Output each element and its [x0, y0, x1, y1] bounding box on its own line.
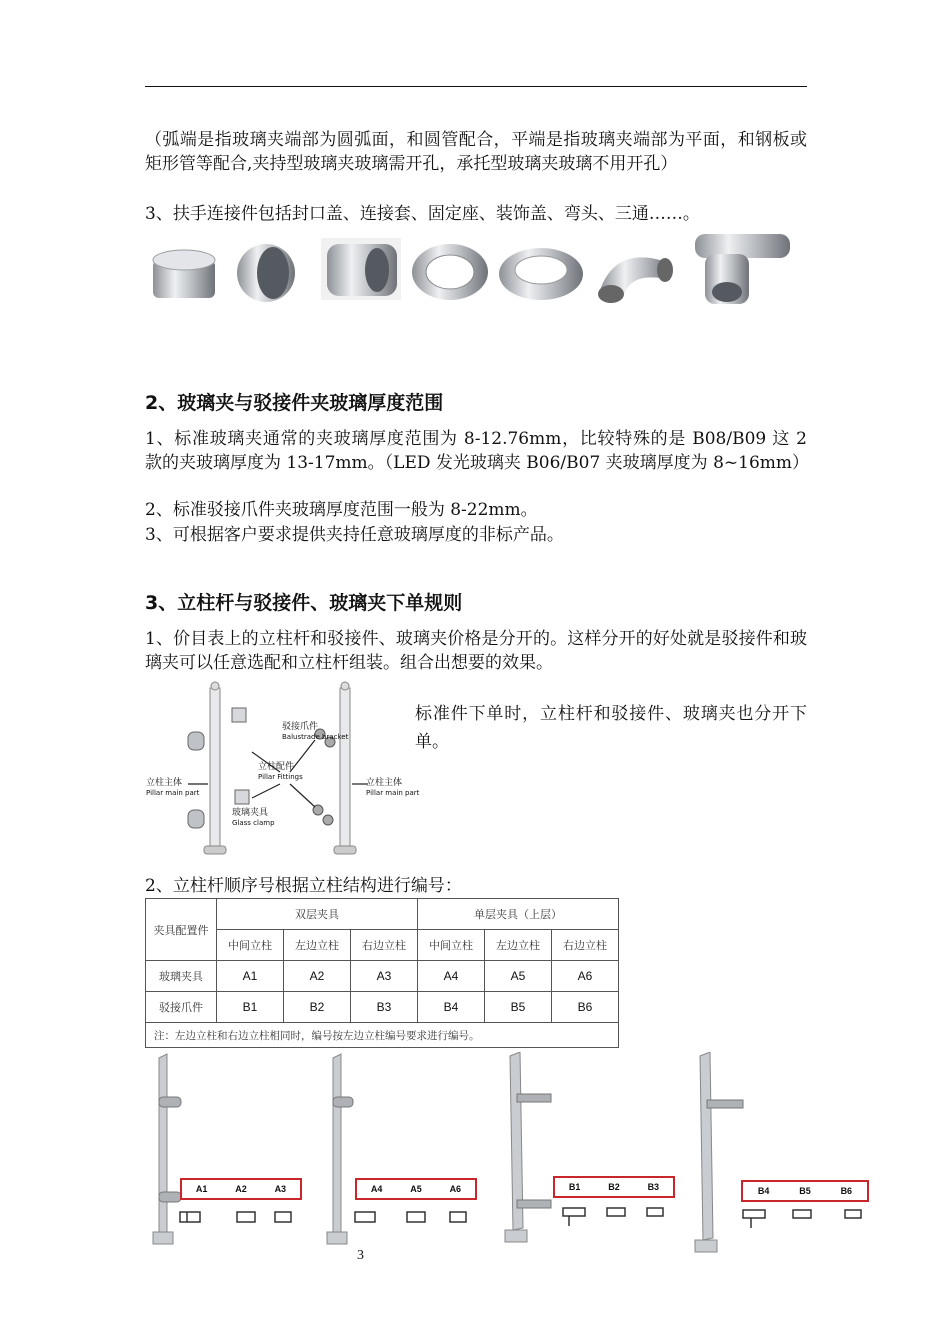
main-part-right-label: 立柱主体 Pillar main part	[366, 778, 420, 797]
table-row	[146, 992, 619, 1023]
code-cell: A6	[552, 961, 619, 992]
group-single: 单层夹具（上层）	[418, 899, 619, 930]
code-cell: B4	[418, 992, 485, 1023]
numbering-intro: 2、立柱杆顺序号根据立柱结构进行编号：	[145, 876, 462, 896]
clamp-label: 玻璃夹具 Glass clamp	[232, 808, 275, 827]
left-pillar	[204, 682, 226, 854]
section-3-heading: 3、立柱杆与驳接件、玻璃夹下单规则	[145, 592, 463, 614]
col-header: 左边立柱	[485, 930, 552, 961]
code-box-a1-a3: A1 A2 A3	[180, 1178, 302, 1200]
thickness-paragraph-3: 3、可根据客户要求提供夹持任意玻璃厚度的非标产品。	[145, 525, 564, 545]
pillar-structure-diagram	[140, 672, 420, 862]
page-number: 3	[357, 1248, 364, 1263]
handrail-fittings-photos	[145, 230, 805, 310]
end-cap-image	[153, 250, 215, 298]
code-box-b4-b6: B4 B5 B6	[741, 1180, 869, 1202]
intro-paragraph: （弧端是指玻璃夹端部为圆弧面，和圆管配合，平端是指玻璃夹端部为平面，和钢板或矩形管等配合,夹持型玻璃夹玻璃需开孔，承托型玻璃夹玻璃不用开孔）	[145, 130, 807, 174]
thickness-paragraph-1: 1、标准玻璃夹通常的夹玻璃厚度范围为 8-12.76mm，比较特殊的是 B08/B09 这 2 款的夹玻璃厚度为 13-17mm。（LED 发光玻璃夹 B06/B07 夹玻璃厚度为 8~16mm）	[145, 429, 810, 473]
pillar-code-table	[145, 898, 619, 1048]
order-rule-paragraph-1: 1、价目表上的立柱杆和驳接件、玻璃夹价格是分开的。这样分开的好处就是驳接件和玻璃夹可以任意选配和立柱杆组装。组合出想要的效果。	[145, 629, 807, 673]
code-box-b1-b3: B1 B2 B3	[553, 1176, 675, 1198]
group-double: 双层夹具	[217, 899, 418, 930]
code-cell: B5	[485, 992, 552, 1023]
code-cell: A4	[418, 961, 485, 992]
section-2-heading: 2、玻璃夹与驳接件夹玻璃厚度范围	[145, 392, 444, 414]
code-cell: B3	[351, 992, 418, 1023]
code-cell: B6	[552, 992, 619, 1023]
main-part-left-label: 立柱主体 Pillar main part	[146, 778, 200, 797]
col-header: 左边立柱	[284, 930, 351, 961]
tee-image	[695, 234, 790, 304]
pillar-photos-row	[145, 1052, 875, 1262]
connector-double-image	[321, 238, 401, 300]
fixing-base-image	[412, 244, 488, 300]
code-cell: A3	[351, 961, 418, 992]
row-label: 玻璃夹具	[146, 961, 217, 992]
right-pillar	[334, 682, 356, 854]
header-rule	[145, 86, 807, 87]
table-row	[146, 961, 619, 992]
code-cell: B2	[284, 992, 351, 1023]
col-header: 右边立柱	[552, 930, 619, 961]
row-label: 驳接爪件	[146, 992, 217, 1023]
bracket-label: 驳接爪件 Balustrade bracket	[282, 722, 349, 741]
table-note: 注：左边立柱和右边立柱相同时，编号按左边立柱编号要求进行编号。	[146, 1023, 619, 1048]
col-header: 中间立柱	[418, 930, 485, 961]
fittings-list-text: 3、扶手连接件包括封口盖、连接套、固定座、装饰盖、弯头、三通……。	[145, 204, 700, 224]
col-header: 中间立柱	[217, 930, 284, 961]
code-cell: B1	[217, 992, 284, 1023]
code-cell: A5	[485, 961, 552, 992]
cover-ring-image	[499, 248, 583, 300]
table-corner: 夹具配置件	[146, 899, 217, 961]
thickness-paragraph-2: 2、标准驳接爪件夹玻璃厚度范围一般为 8-22mm。	[145, 500, 538, 520]
code-box-a4-a6: A4 A5 A6	[355, 1178, 477, 1200]
pillar-photos	[145, 1052, 875, 1262]
bracket-icons	[313, 729, 335, 825]
elbow-image	[598, 257, 673, 303]
fittings-label: 立柱配件 Pillar Fittings	[258, 762, 303, 781]
code-cell: A2	[284, 961, 351, 992]
col-header: 右边立柱	[351, 930, 418, 961]
clamp-cubes-icon	[232, 708, 249, 804]
code-cell: A1	[217, 961, 284, 992]
connector-sleeve-image	[237, 244, 295, 302]
order-side-note: 标准件下单时，立柱杆和驳接件、玻璃夹也分开下单。	[415, 704, 807, 752]
